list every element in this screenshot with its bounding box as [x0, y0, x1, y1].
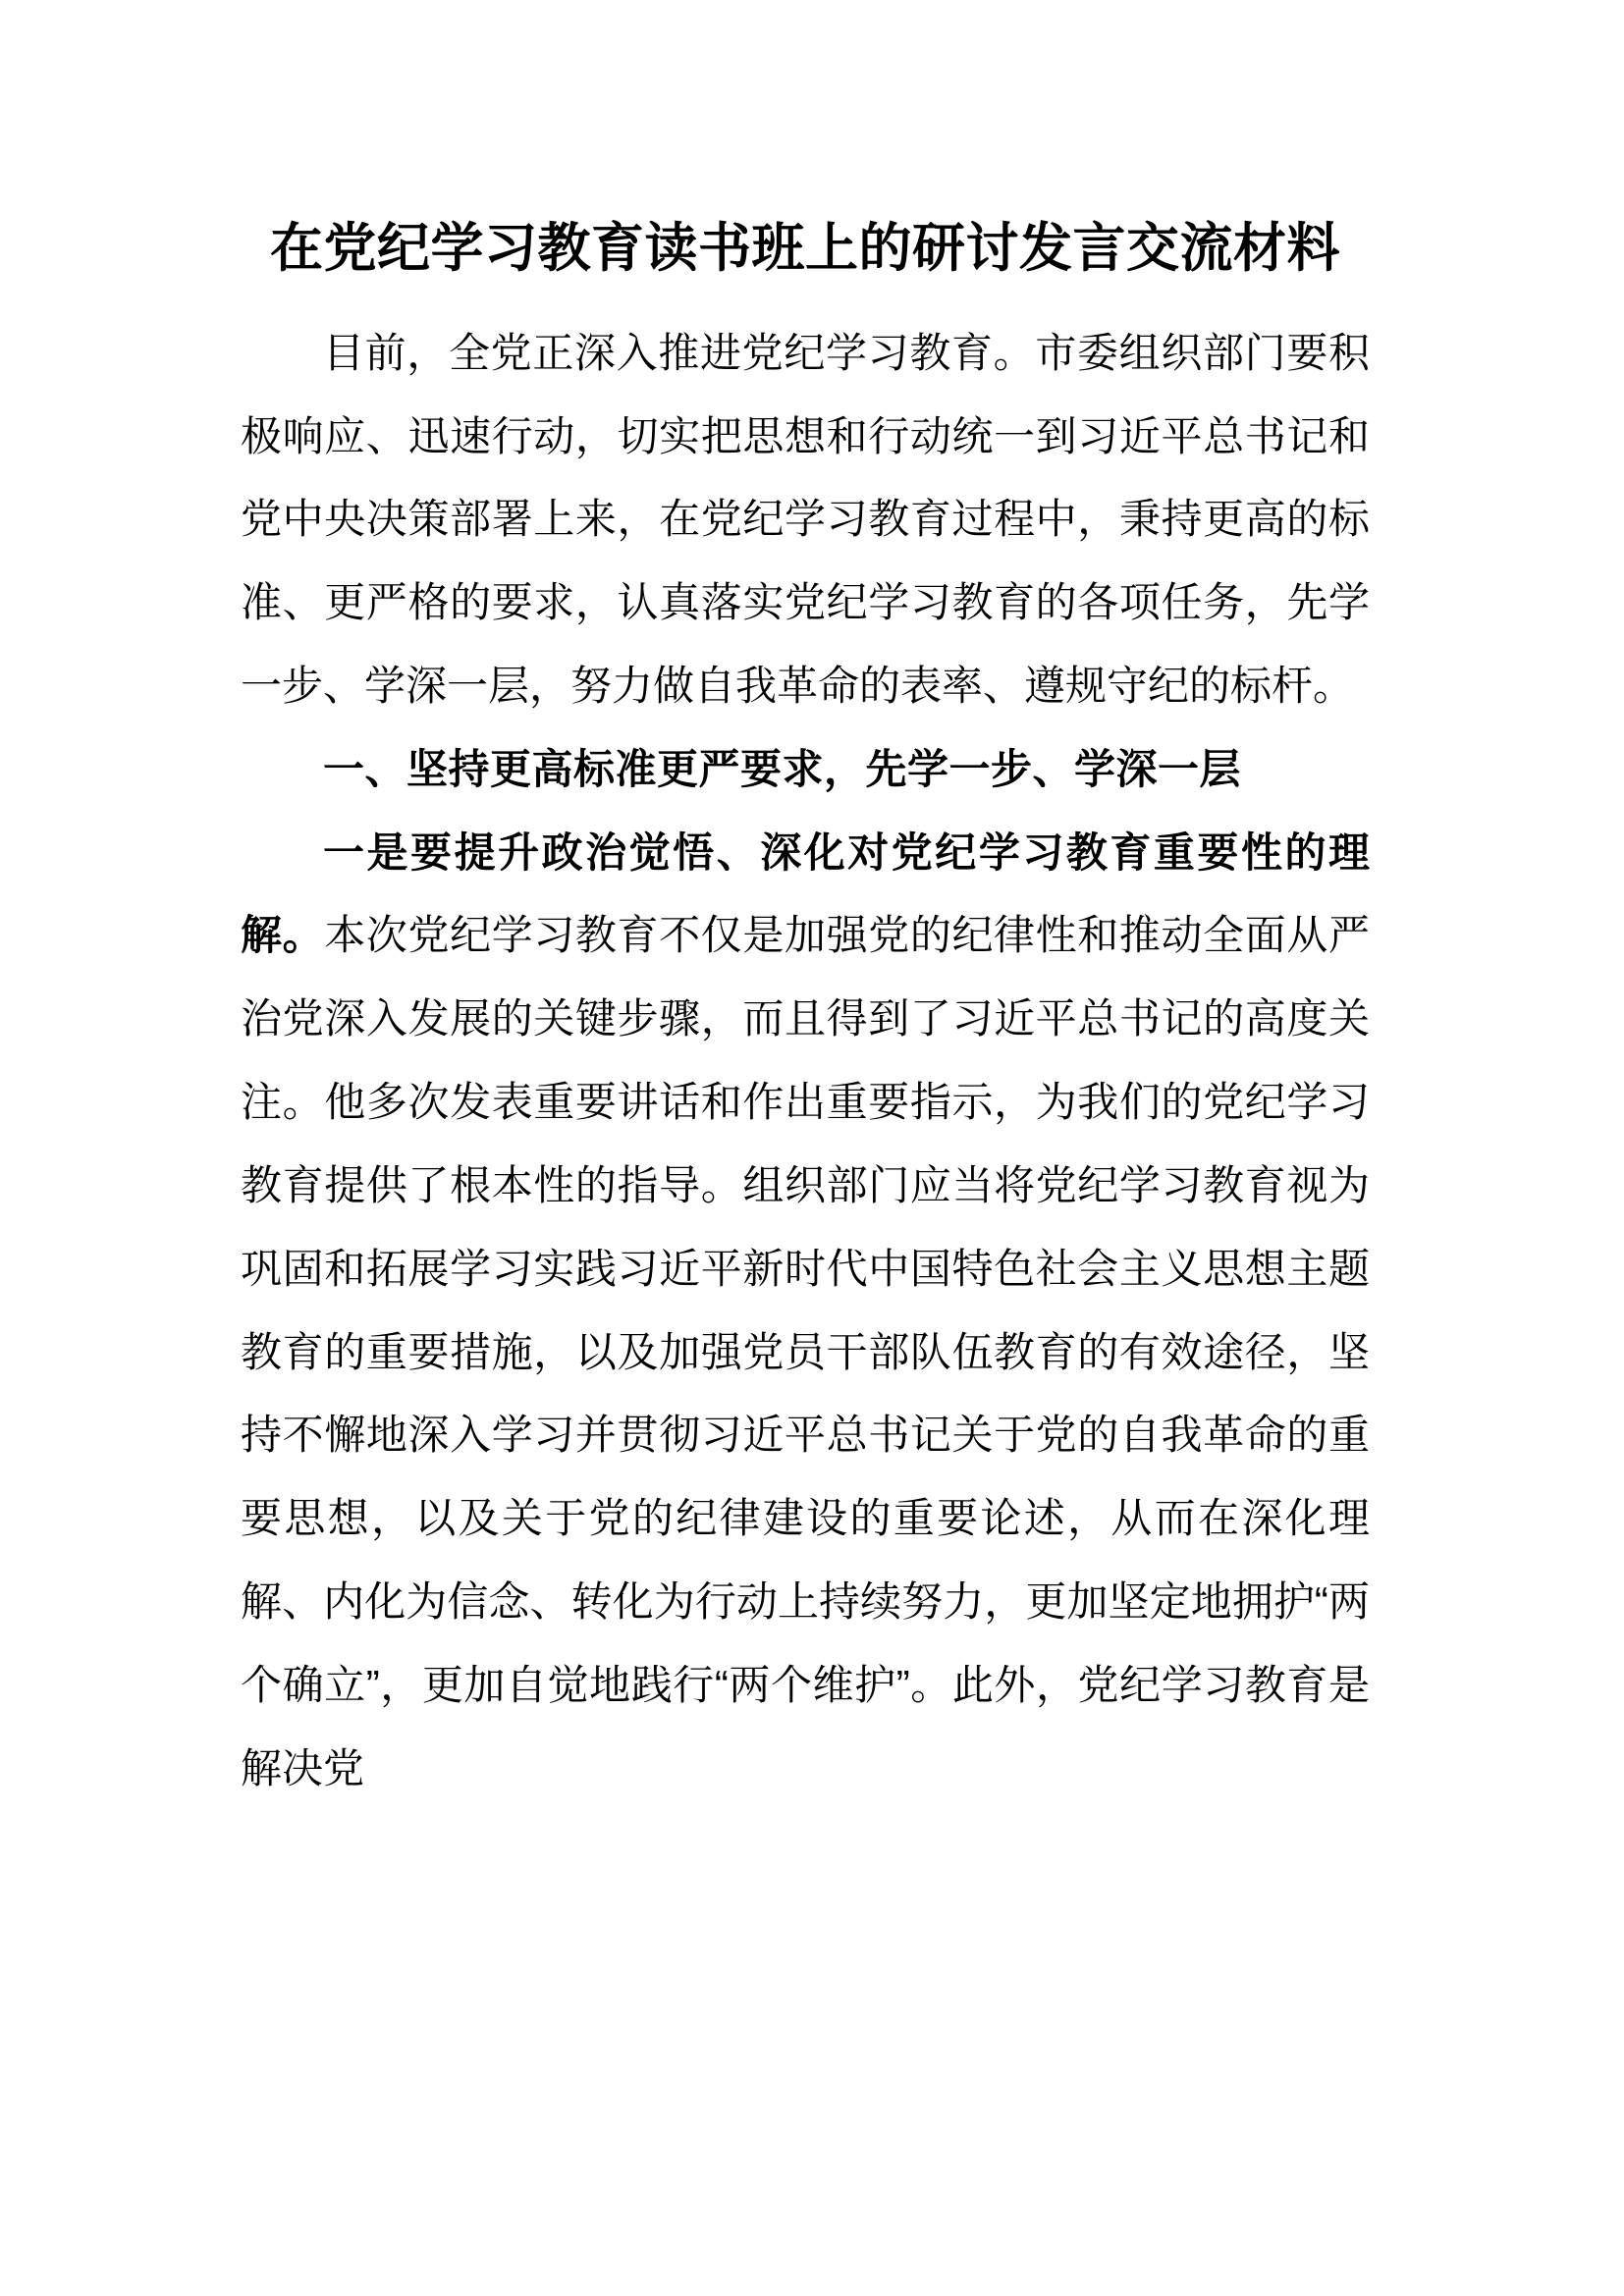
- intro-paragraph: 目前，全党正深入推进党纪学习教育。市委组织部门要积极响应、迅速行动，切实把思想和行动统一到习近平总书记和党中央决策部署上来，在党纪学习教育过程中，秉持更高的标准、更严格的要求，认真落实党纪学习教育的各项任务，先学一步、学深一层，努力做自我革命的表率、遵规守纪的标杆。: [241, 329, 1370, 709]
- point-lead-text: 一是要提升政治觉悟、深化对党纪学习教育重要性的理解。: [241, 828, 1370, 959]
- section-heading-1: 一、坚持更高标准更严要求，先学一步、学深一层: [323, 745, 1242, 792]
- point-body-text: 本次党纪学习教育不仅是加强党的纪律性和推动全面从严治党深入发展的关键步骤，而且得到了习近平总书记的高度关注。他多次发表重要讲话和作出重要指示，为我们的党纪学习教育提供了根本性的指导。组织部门应当将党纪学习教育视为巩固和拓展学习实践习近平新时代中国特色社会主义思想主题教育的重要措施，以及加强党员干部队伍教育的有效途径，坚持不懈地深入学习并贯彻习近平总书记关于党的自我革命的重要思想，以及关于党的纪律建设的重要论述，从而在深化理解、内化为信念、转化为行动上持续努力，更加坚定地拥护“两个确立”，更加自觉地践行“两个维护”。此外，党纪学习教育是解决党: [241, 912, 1370, 1791]
- document-content: [241, 211, 1370, 1811]
- page-title: 在党纪学习教育读书班上的研讨发言交流材料: [270, 219, 1340, 278]
- section-1-point-1-paragraph: [241, 812, 1370, 1811]
